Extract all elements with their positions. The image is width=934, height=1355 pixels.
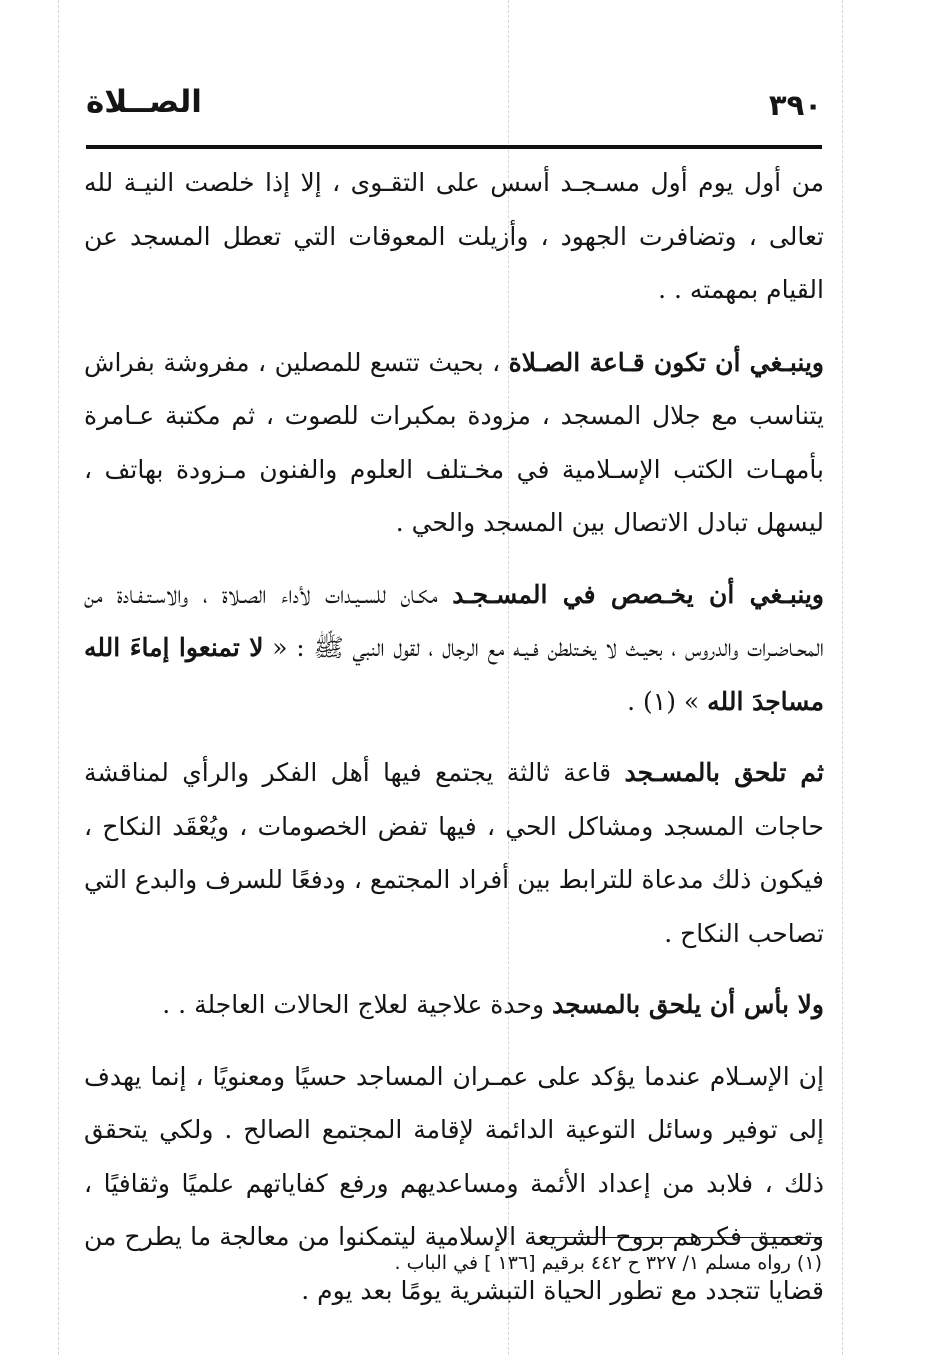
paragraph-1: [84, 156, 824, 317]
paragraph-lead: وينبـغي أن تكون قـاعة الصـلاة: [508, 347, 825, 377]
running-title: الصــلاة: [86, 84, 202, 120]
paragraph-2: [84, 336, 824, 550]
page-number: ٣٩٠: [768, 88, 822, 122]
paragraph-text: مكـان للسـيـدات لأداء الصـلاة ، والاسـتـفـادة من المحـاضـرات والدروس ، بحيـث لا يخـتلطن فـيـه مع الرجال ، لقول النبي ﷺ : «: [84, 579, 824, 662]
paragraph-5: [84, 978, 824, 1032]
paragraph-4: [84, 746, 824, 960]
paragraph-text: وحدة علاجية لعلاج الحالات العاجلة . .: [162, 990, 553, 1019]
hadith-quote: لا تمنعوا إماءَ الله مساجدَ الله: [84, 633, 824, 716]
paragraph-text: من أول يوم أول مسـجـد أسس على التقـوى ، إلا إذا خلصت النيـة لله تعالى ، وتضافرت الجهود ، وأزيلت المعوقات التي تعطل المسجد عن القيام بمهمته . .: [84, 168, 824, 304]
scan-guide-line: [58, 0, 59, 1355]
paragraph-tail: » (١) .: [627, 686, 700, 716]
paragraph-text: ، بحيث تتسع للمصلين ، مفروشة بفراش يتناسب مع جلال المسجد ، مزودة بمكبرات للصوت ، ثم مكتبة عـامرة بأمهـات الكتب الإسـلامية في مخـتلف العلوم والفنون مـزودة بهاتف ، ليسهل تبادل الاتصال بين المسجد والحي .: [84, 347, 824, 537]
footnote-rule: [540, 1237, 822, 1238]
header-rule: [86, 145, 822, 149]
scan-guide-line: [842, 0, 843, 1355]
paragraph-lead: ولا بأس أن يلحق بالمسجد: [552, 990, 824, 1019]
paragraph-text: قاعة ثالثة يجتمع فيها أهل الفكر والرأي لمناقشة حاجات المسجد ومشاكل الحي ، فيها تفض الخصومات ، ويُعْقَد النكاح ، فيكون ذلك مدعاة للترابط بين أفراد المجتمع ، ودفعًا للسرف والبدع التي تصاحب النكاح .: [84, 758, 824, 948]
paragraph-text: إن الإسـلام عندما يؤكد على عمـران المساجد حسيًا ومعنويًا ، إنما يهدف إلى توفير وسائل التوعية الدائمة لإقامة المجتمع الصالح . ولكي يتحقق ذلك ، فلابد من إعداد الأئمة ومساعديهم ورفع كفاياتهم علميًا وثقافيًا ، وتعميق فكرهم بروح الشريعة الإسلامية ليتمكنوا من معالجة ما يطرح من قضايا تتجدد مع تطور الحياة التبشرية يومًا بعد يوم .: [84, 1061, 824, 1305]
body-text: [84, 156, 824, 1317]
footnote: (١) رواه مسلم ١/ ٣٢٧ ح ٤٤٢ برقيم [١٣٦ ] في الباب .: [394, 1252, 822, 1274]
paragraph-3: [84, 568, 824, 729]
page-header: [86, 82, 822, 144]
paragraph-lead: ثم تلحق بالمسـجد: [624, 758, 824, 787]
paragraph-lead: وينبـغي أن يخـصص في المسـجـد: [452, 579, 824, 609]
